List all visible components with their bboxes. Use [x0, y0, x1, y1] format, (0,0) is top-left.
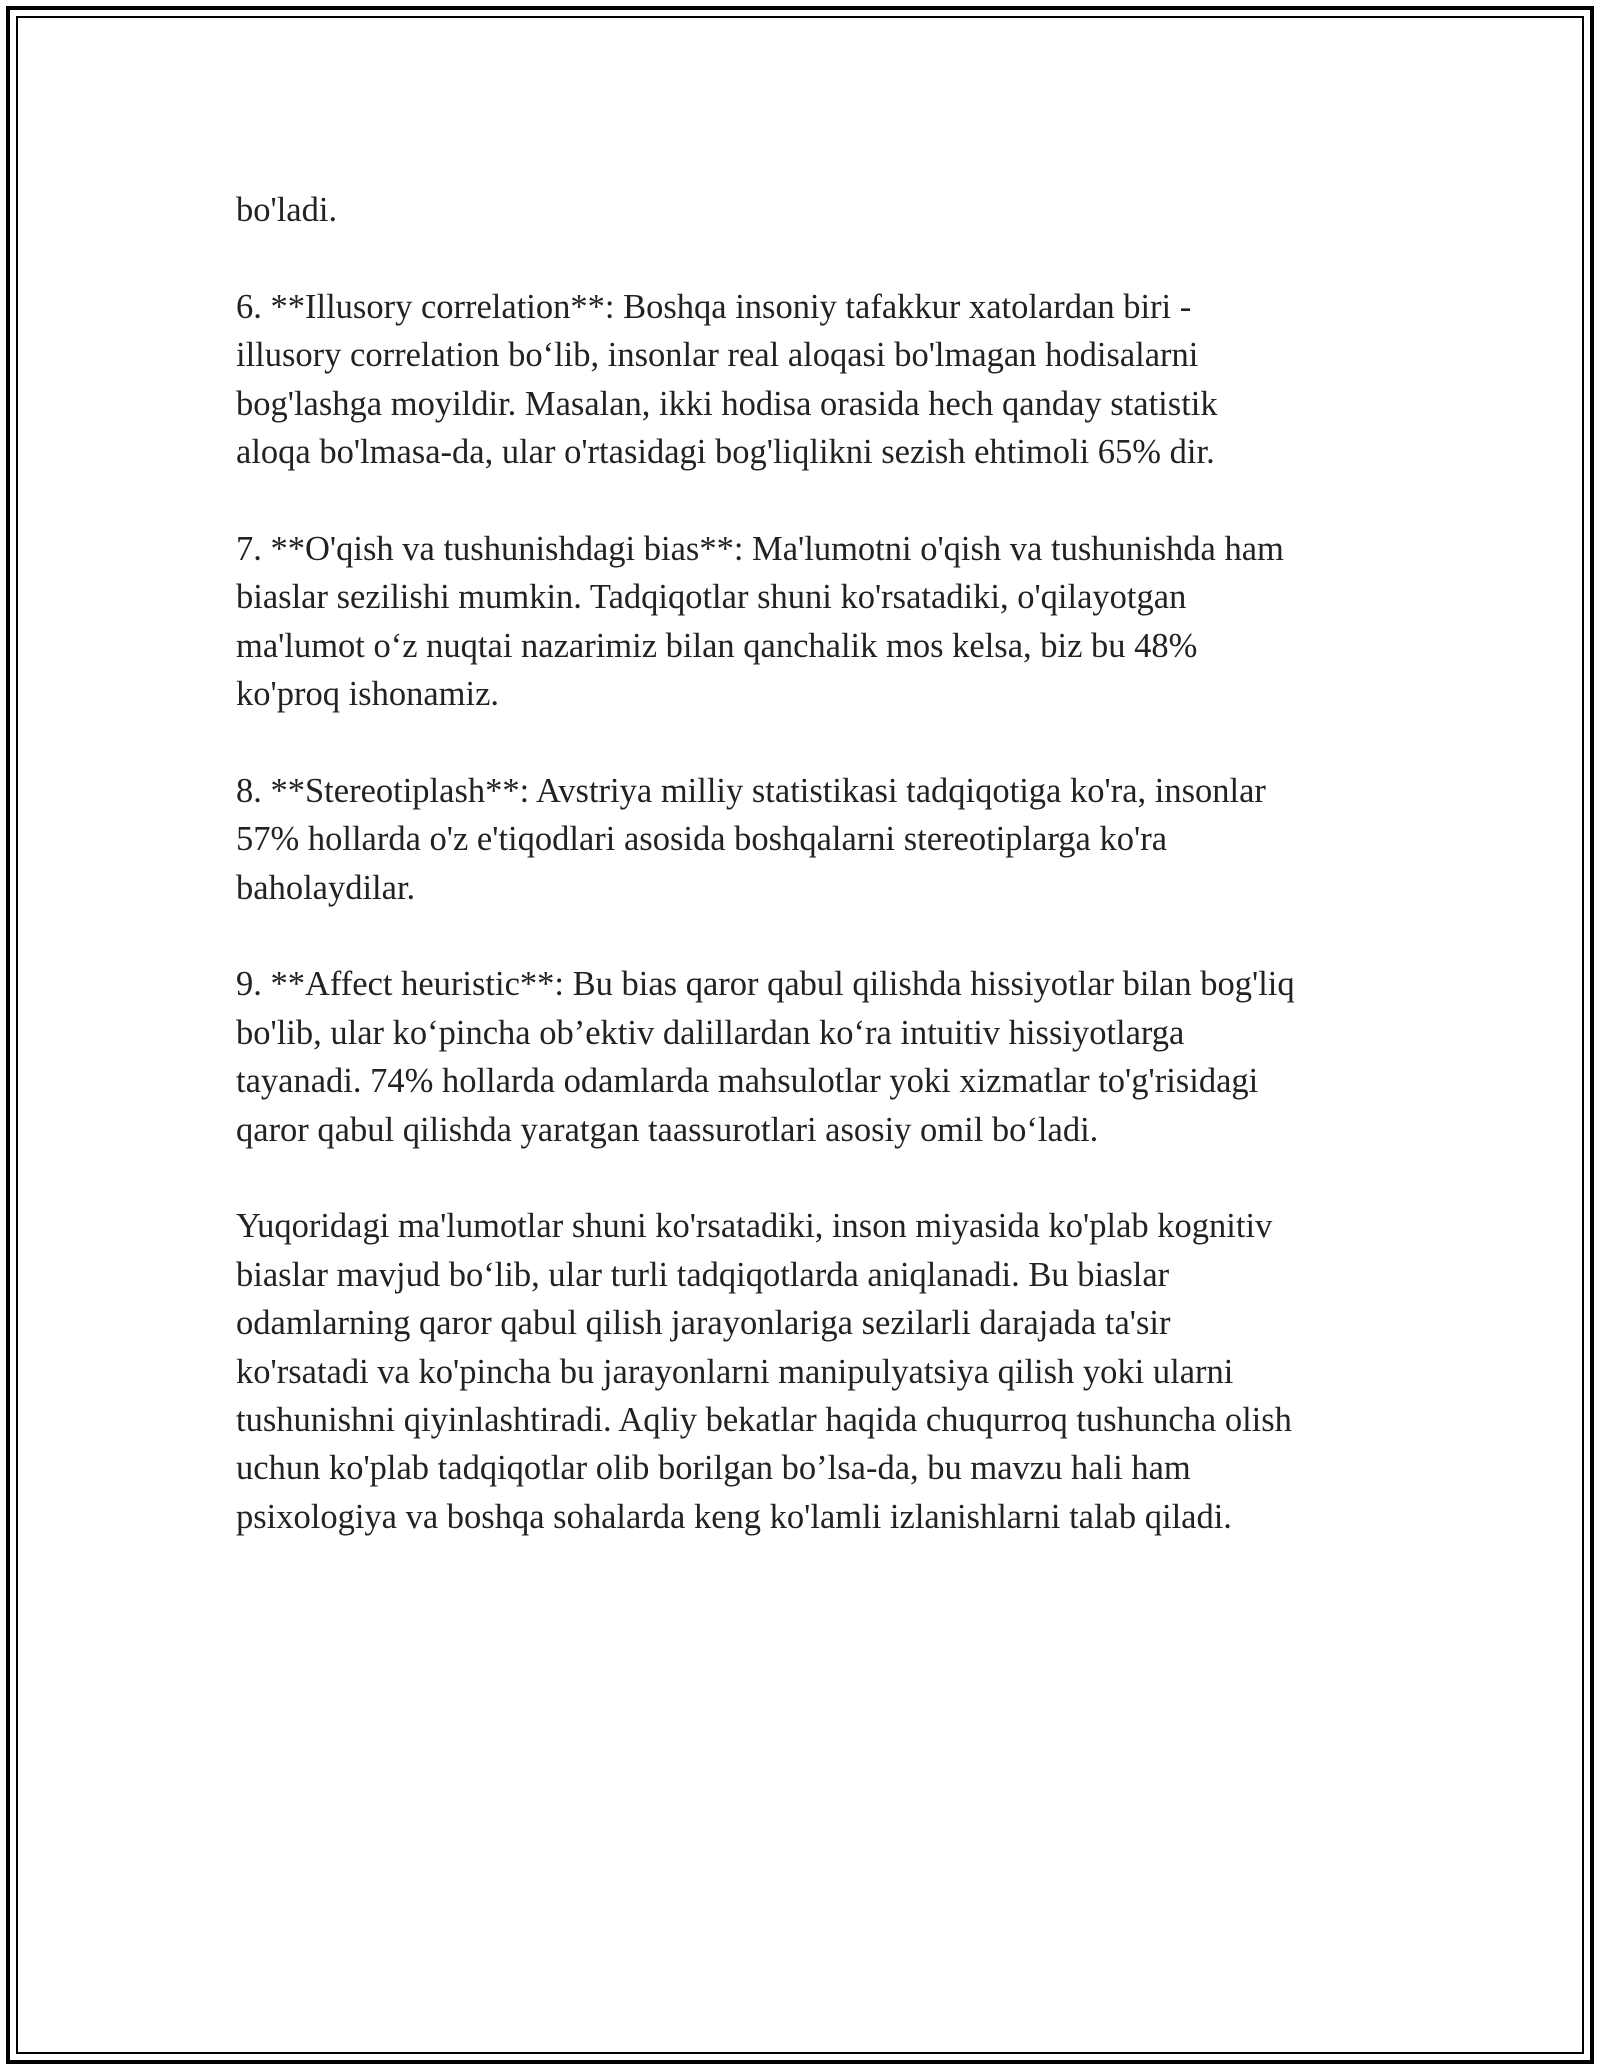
- paragraph-illusory-correlation: [236, 283, 1376, 477]
- text-line: tushunishni qiyinlashtiradi. Aqliy bekatlar haqida chuqurroq tushuncha olish: [236, 1401, 1292, 1440]
- text-line: 7. **O'qish va tushunishdagi bias**: Ma'lumotni o'qish va tushunishda ham: [236, 529, 1284, 568]
- text-line: odamlarning qaror qabul qilish jarayonlariga sezilarli darajada ta'sir: [236, 1304, 1171, 1343]
- text-line: bog'lashga moyildir. Masalan, ikki hodisa orasida hech qanday statistik: [236, 384, 1218, 423]
- text-line: 9. **Affect heuristic**: Bu bias qaror qabul qilishda hissiyotlar bilan bog'liq: [236, 965, 1295, 1004]
- document-body: [236, 186, 1376, 1541]
- text-line: bo'lib, ular ko‘pincha ob’ektiv dalillardan ko‘ra intuitiv hissiyotlarga: [236, 1013, 1185, 1052]
- text-line: ko'proq ishonamiz.: [236, 675, 500, 714]
- text-line: 57% hollarda o'z e'tiqodlari asosida boshqalarni stereotiplarga ko'ra: [236, 820, 1168, 859]
- text-line: 8. **Stereotiplash**: Avstriya milliy statistikasi tadqiqotiga ko'ra, insonlar: [236, 771, 1266, 810]
- text-line: uchun ko'plab tadqiqotlar olib borilgan bo’lsa-da, bu mavzu hali ham: [236, 1449, 1191, 1488]
- text-line: bo'ladi.: [236, 191, 338, 229]
- text-line: ma'lumot o‘z nuqtai nazarimiz bilan qanchalik mos kelsa, biz bu 48%: [236, 626, 1198, 665]
- paragraph-reading-bias: [236, 525, 1376, 719]
- text-line: 6. **Illusory correlation**: Boshqa insoniy tafakkur xatolardan biri -: [236, 287, 1192, 326]
- paragraph-conclusion: [236, 1202, 1376, 1541]
- text-line: aloqa bo'lmasa-da, ular o'rtasidagi bog'liqlikni sezish ehtimoli 65% dir.: [236, 433, 1215, 472]
- text-line: biaslar sezilishi mumkin. Tadqiqotlar shuni ko'rsatadiki, o'qilayotgan: [236, 578, 1187, 617]
- text-line: biaslar mavjud bo‘lib, ular turli tadqiqotlarda aniqlanadi. Bu biaslar: [236, 1255, 1170, 1294]
- text-line: psixologiya va boshqa sohalarda keng ko'lamli izlanishlarni talab qiladi.: [236, 1497, 1232, 1536]
- text-line: illusory correlation bo‘lib, insonlar real aloqasi bo'lmagan hodisalarni: [236, 336, 1199, 375]
- paragraph-stereotyping: [236, 767, 1376, 912]
- text-line: baholaydilar.: [236, 868, 416, 907]
- text-line: ko'rsatadi va ko'pincha bu jarayonlarni manipulyatsiya qilish yoki ularni: [236, 1352, 1234, 1391]
- paragraph-affect-heuristic: [236, 960, 1376, 1154]
- text-line: qaror qabul qilishda yaratgan taassurotlari asosiy omil bo‘ladi.: [236, 1110, 1099, 1149]
- text-line: tayanadi. 74% hollarda odamlarda mahsulotlar yoki xizmatlar to'g'risidagi: [236, 1062, 1259, 1101]
- text-line: Yuqoridagi ma'lumotlar shuni ko'rsatadiki, inson miyasida ko'plab kognitiv: [236, 1207, 1273, 1246]
- paragraph-continuation: [236, 186, 1376, 234]
